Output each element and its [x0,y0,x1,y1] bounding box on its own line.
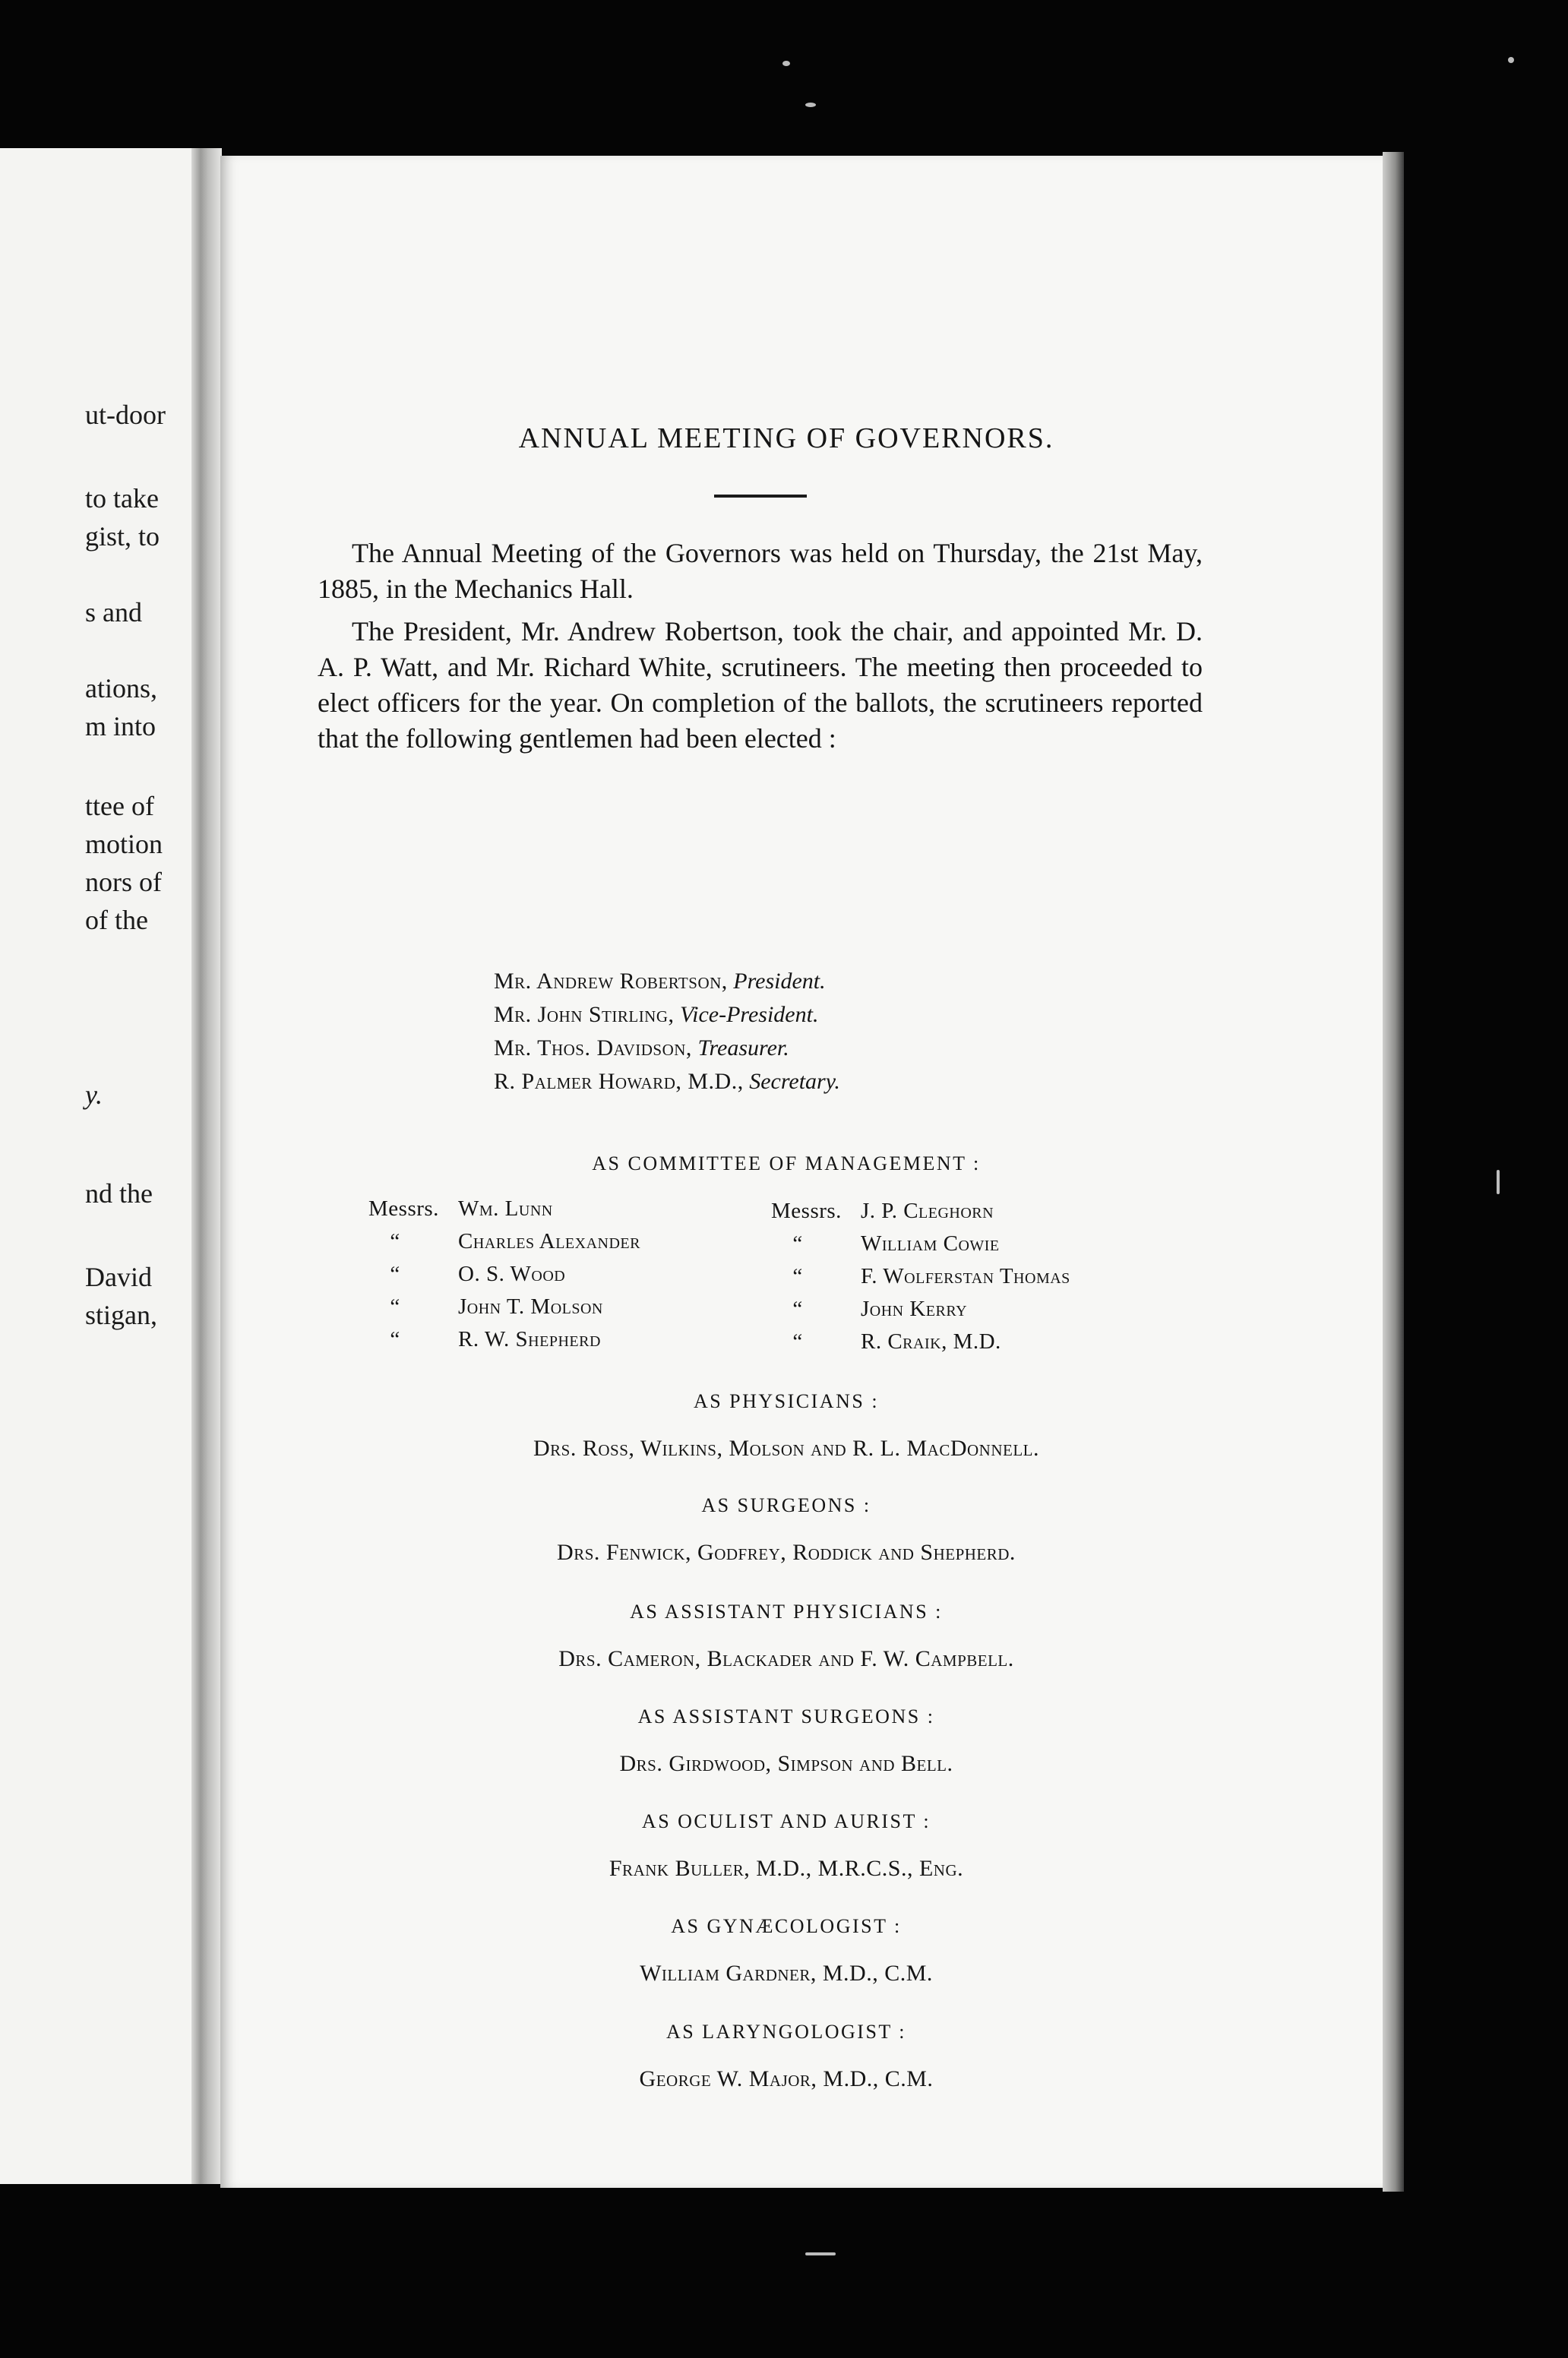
left-page-fragment: nd the [85,1178,153,1209]
member-prefix: “ [390,1327,400,1351]
dust-speck [805,2252,836,2255]
left-page-fragment: ttee of [85,791,154,821]
committee-left-column [368,1193,640,1356]
meeting-paragraph: The Annual Meeting of the Governors was held on Thursday, the 21st May, 1885, in the Mechanics Hall. [318,538,1203,604]
assistant-physicians-heading: AS ASSISTANT PHYSICIANS : [630,1601,943,1623]
officer-name: Mr. John Stirling, [494,1002,675,1027]
member-prefix: “ [792,1264,803,1288]
committee-member [771,1260,1070,1293]
officer-row [494,998,840,1032]
dust-speck [1497,1170,1500,1194]
member-name: O. S. Wood [458,1262,566,1286]
committee-member [368,1258,640,1291]
member-name: R. Craik, M.D. [861,1329,1001,1354]
page-edge-shadow [1383,152,1404,2192]
laryngologist-heading: AS LARYNGOLOGIST : [665,2021,907,2043]
committee-member [368,1193,640,1225]
committee-member [771,1293,1070,1326]
assistant-surgeons-names: Drs. Girdwood, Simpson and Bell. [619,1751,953,1776]
committee-member [771,1228,1070,1260]
member-name: Wm. Lunn [458,1196,553,1221]
officer-role: Secretary. [749,1069,840,1094]
member-prefix: “ [792,1329,803,1354]
officer-role: President. [733,969,826,994]
member-prefix: “ [390,1294,400,1319]
officer-row [494,965,840,998]
committee-member [771,1326,1070,1358]
member-name: William Cowie [861,1231,1000,1256]
member-prefix: Messrs. [771,1199,842,1223]
election-paragraph: The President, Mr. Andrew Robertson, took the chair, and appointed Mr. D. A. P. Watt, and Mr. Richard White, scrutineers. The meeting then proceeded to elect officers for the year. On completion of the ballots, the scrutineers reported that the following gentlemen had been elected : [318,616,1203,754]
oculist-aurist-heading: AS OCULIST AND AURIST : [641,1810,931,1832]
member-name: John Kerry [861,1297,968,1321]
physicians-heading: AS PHYSICIANS : [693,1390,880,1412]
left-page-fragment: gist, to [85,521,160,552]
left-page-fragment: David [85,1262,152,1292]
member-name: John T. Molson [458,1294,603,1319]
member-prefix: “ [792,1297,803,1321]
dust-speck [782,61,790,66]
page-title: ANNUAL MEETING OF GOVERNORS. [518,422,1054,454]
officer-name: Mr. Thos. Davidson, [494,1035,692,1060]
officer-name: Mr. Andrew Robertson, [494,969,728,994]
member-prefix: Messrs. [368,1196,439,1221]
officer-row [494,1032,840,1065]
main-page [220,156,1383,2188]
laryngologist-names: George W. Major, M.D., C.M. [639,2066,934,2091]
left-page-fragment: stigan, [85,1300,157,1330]
surgeons-names: Drs. Fenwick, Godfrey, Roddick and Shepherd. [557,1540,1016,1565]
committee-right-column [771,1195,1070,1358]
committee-member [368,1225,640,1258]
oculist-aurist-names: Frank Buller, M.D., M.R.C.S., Eng. [609,1856,964,1881]
assistant-surgeons-heading: AS ASSISTANT SURGEONS : [637,1705,935,1727]
committee-member [368,1323,640,1356]
officer-row [494,1065,840,1098]
officer-role: Treasurer. [697,1035,789,1060]
title-rule [714,495,807,498]
member-name: Charles Alexander [458,1229,640,1253]
left-page-fragment: ut-door [85,400,166,430]
member-prefix: “ [792,1231,803,1256]
left-page-fragment: m into [85,711,156,741]
left-page-fragment: of the [85,905,148,935]
member-prefix: “ [390,1229,400,1253]
left-page-fragment: y. [85,1079,103,1110]
member-name: F. Wolferstan Thomas [861,1264,1070,1288]
officers-list [494,965,840,1098]
officer-role: Vice-President. [680,1002,819,1027]
assistant-physicians-names: Drs. Cameron, Blackader and F. W. Campbell. [558,1646,1014,1671]
left-page-fragment: motion [85,829,163,859]
member-name: R. W. Shepherd [458,1327,601,1351]
left-page-fragment: s and [85,597,142,627]
left-page-fragment: ations, [85,673,157,703]
gynaecologist-heading: AS GYNÆCOLOGIST : [671,1915,902,1937]
committee-heading: AS COMMITTEE OF MANAGEMENT : [592,1152,981,1174]
committee-member [771,1195,1070,1228]
left-page-fragment: to take [85,483,159,514]
officer-name: R. Palmer Howard, M.D., [494,1069,744,1094]
dust-speck [1508,57,1514,63]
member-prefix: “ [390,1262,400,1286]
left-facing-page [0,148,199,2184]
left-page-fragment: nors of [85,867,162,897]
surgeons-heading: AS SURGEONS : [701,1494,871,1516]
dust-speck [805,103,816,107]
gynaecologist-names: William Gardner, M.D., C.M. [640,1961,933,1986]
member-name: J. P. Cleghorn [861,1199,994,1223]
committee-member [368,1291,640,1323]
physicians-names: Drs. Ross, Wilkins, Molson and R. L. MacDonnell. [533,1436,1039,1461]
